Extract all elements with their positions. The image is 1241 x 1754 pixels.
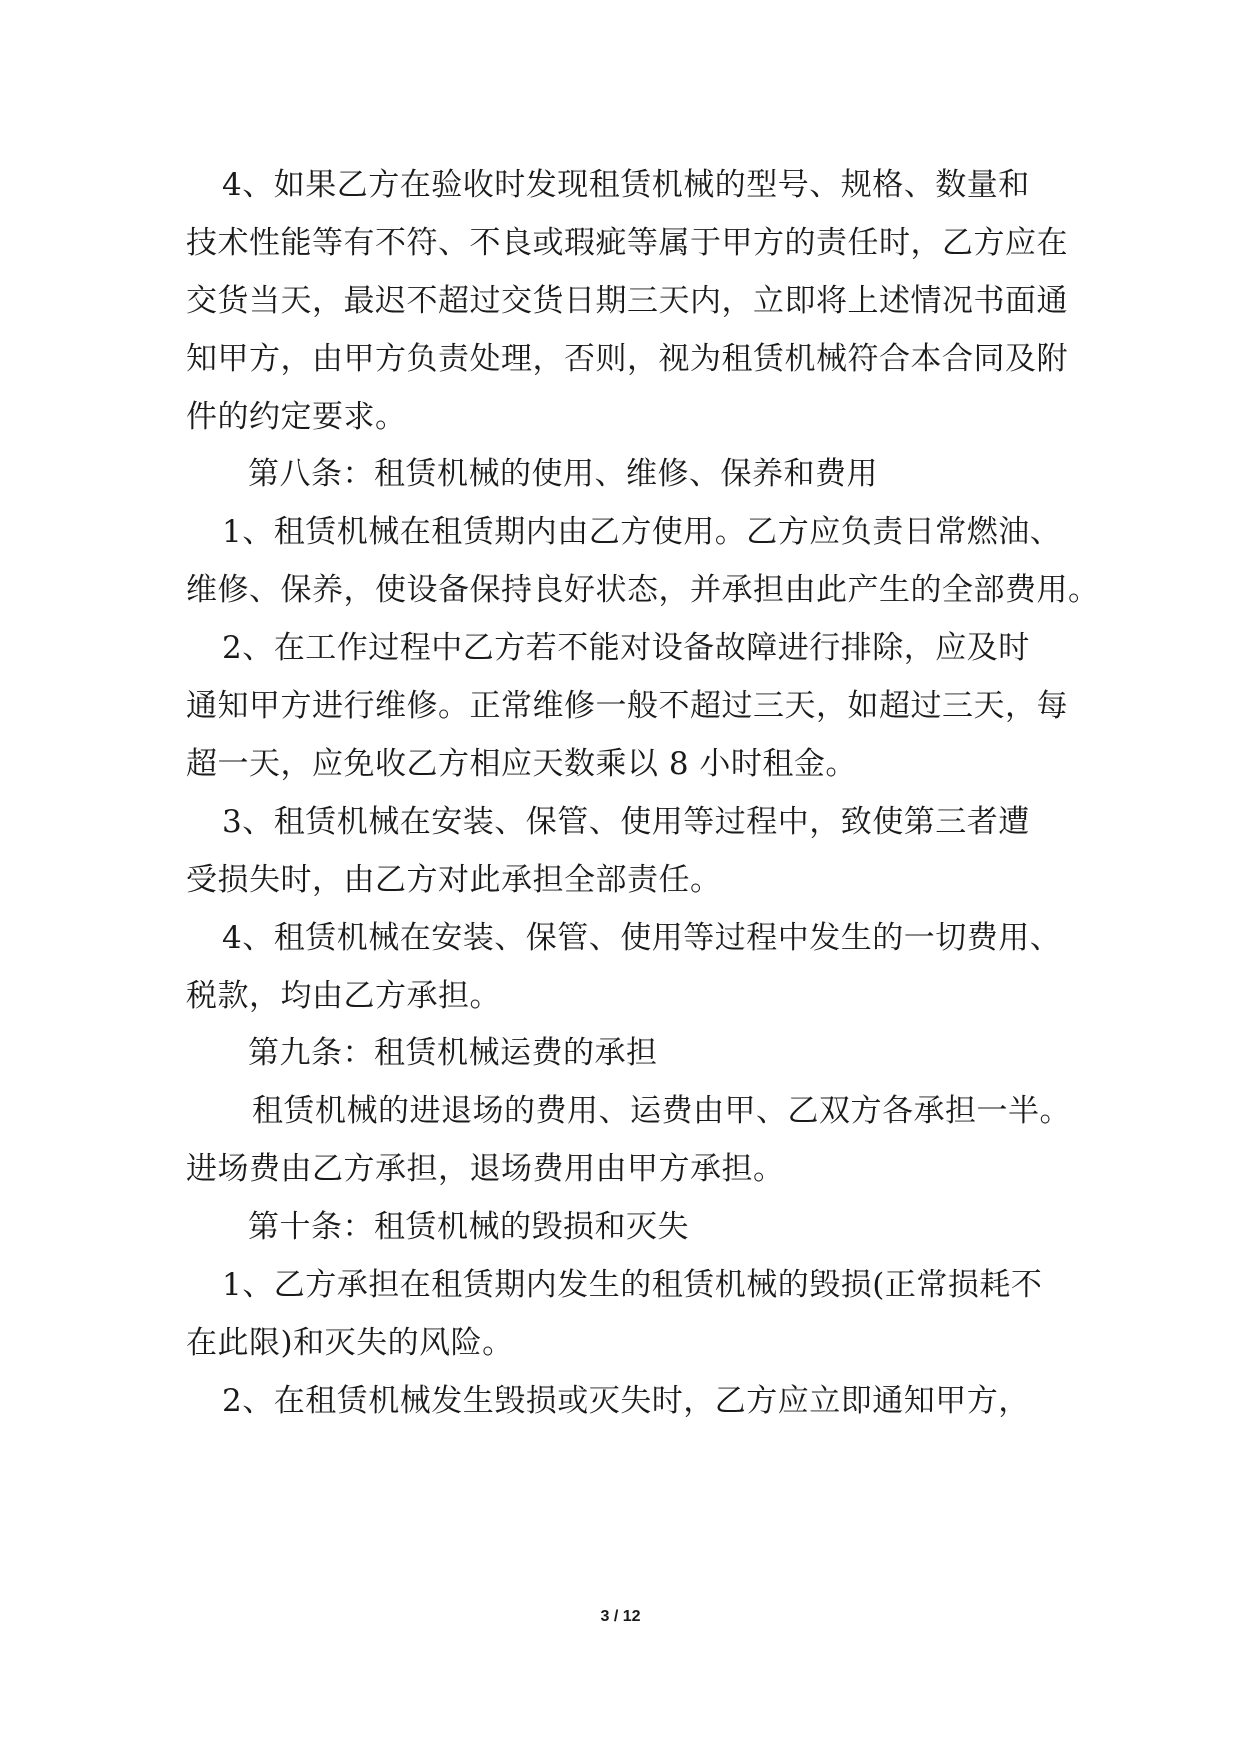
text-line: 交货当天，最迟不超过交货日期三天内，立即将上述情况书面通 xyxy=(186,283,1068,319)
text-line: 超一天，应免收乙方相应天数乘以 8 小时租金。 xyxy=(186,746,857,782)
text-line: 知甲方，由甲方负责处理，否则，视为租赁机械符合本合同及附 xyxy=(186,341,1068,377)
text-line: 2、在工作过程中乙方若不能对设备故障进行排除，应及时 xyxy=(222,630,1030,666)
text-line: 税款，均由乙方承担。 xyxy=(186,978,501,1014)
text-line: 1、乙方承担在租赁期内发生的租赁机械的毁损(正常损耗不 xyxy=(222,1267,1043,1303)
text-line: 件的约定要求。 xyxy=(186,399,407,435)
text-line: 技术性能等有不符、不良或瑕疵等属于甲方的责任时，乙方应在 xyxy=(186,225,1068,261)
page-number: 3 / 12 xyxy=(600,1608,641,1625)
section-heading: 第八条：租赁机械的使用、维修、保养和费用 xyxy=(248,456,878,492)
text-line: 在此限)和灭失的风险。 xyxy=(186,1325,514,1361)
text-line: 维修、保养，使设备保持良好状态，并承担由此产生的全部费用。 xyxy=(186,572,1100,608)
text-line: 3、租赁机械在安装、保管、使用等过程中，致使第三者遭 xyxy=(222,804,1030,840)
text-line: 2、在租赁机械发生毁损或灭失时，乙方应立即通知甲方， xyxy=(222,1383,1030,1419)
text-line: 通知甲方进行维修。正常维修一般不超过三天，如超过三天，每 xyxy=(186,688,1068,724)
text-line: 受损失时，由乙方对此承担全部责任。 xyxy=(186,862,722,898)
text-line: 租赁机械的进退场的费用、运费由甲、乙双方各承担一半。 xyxy=(252,1093,1071,1129)
section-heading: 第十条：租赁机械的毁损和灭失 xyxy=(248,1209,689,1245)
text-line: 1、租赁机械在租赁期内由乙方使用。乙方应负责日常燃油、 xyxy=(222,514,1062,550)
text-line: 4、如果乙方在验收时发现租赁机械的型号、规格、数量和 xyxy=(222,167,1030,203)
text-line: 4、租赁机械在安装、保管、使用等过程中发生的一切费用、 xyxy=(222,920,1062,956)
text-line: 进场费由乙方承担，退场费用由甲方承担。 xyxy=(186,1151,785,1187)
section-heading: 第九条：租赁机械运费的承担 xyxy=(248,1035,658,1071)
